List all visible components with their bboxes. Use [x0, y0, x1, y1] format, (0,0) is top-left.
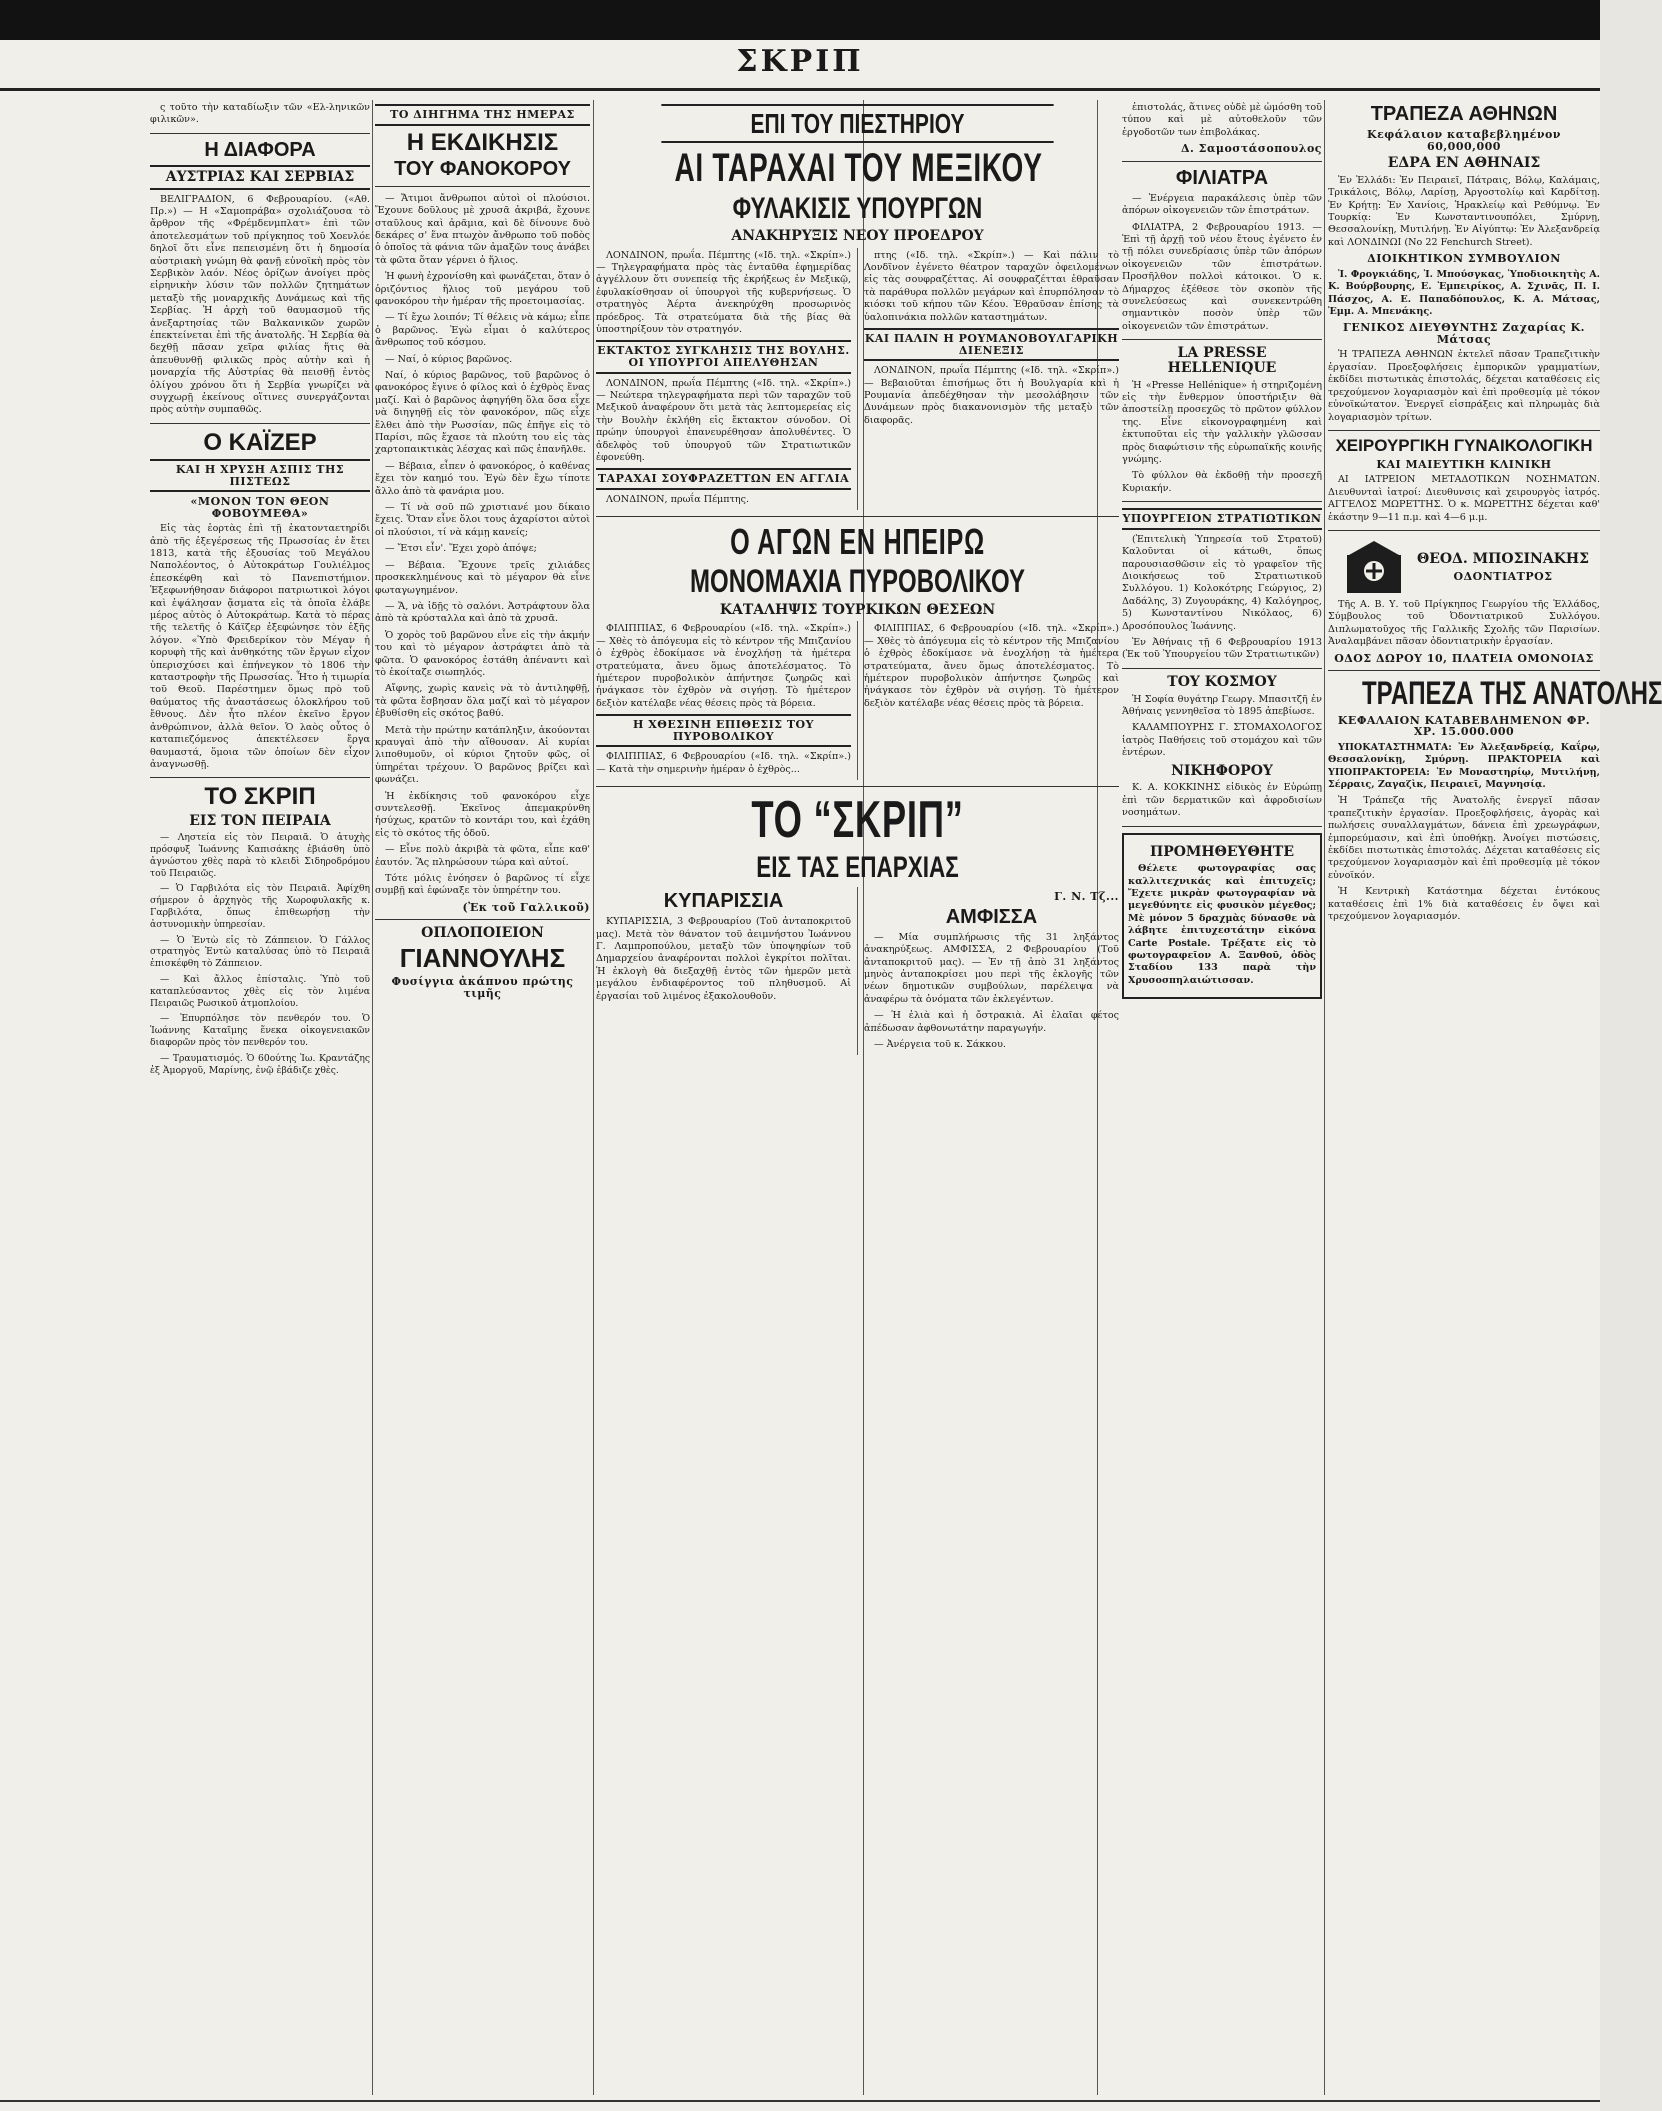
news-item: — Τραυματισμός. Ὁ 60ούτης Ἰω. Κραντάζης ἐξ Ἀμοργοῦ, Μαρίνης, ἐνῷ ἐβάδιζε χθὲς. [150, 1052, 370, 1076]
left-subcolumn [596, 248, 851, 511]
section-label: ΤΟ ΔΙΗΓΗΜΑ ΤΗΣ ΗΜΕΡΑΣ [375, 104, 590, 126]
banner-subheadline: ΜΟΝΟΜΑΧΙΑ ΠΥΡΟΒΟΛΙΚΟΥ [690, 563, 1025, 600]
signature: Γ. Ν. Τζ... [1054, 890, 1119, 904]
headline: ΥΠΟΥΡΓΕΙΟΝ ΣΤΡΑΤΙΩΤΙΚΩΝ [1122, 508, 1322, 530]
divider [1122, 668, 1322, 669]
article-body: Τὸ φύλλον θὰ ἐκδοθῇ τὴν προσεχῆ Κυριακήν. [1122, 470, 1322, 494]
story-paragraph: — Βέβαια, εἶπεν ὁ φανοκόρος, ὁ καθένας ἔχει τὸν καημό του. Ἐγὼ δὲν ἔχω τίποτε ἄλλο ἀπὸ τὰ φανάρια μου. [375, 460, 590, 497]
story-paragraph: — Ἄ, νὰ ἰδῇς τὸ σαλόνι. Ἀστράφτουν ὅλα ἀπὸ τὰ κρύσταλλα καὶ ἀπὸ τὰ χρυσᾶ. [375, 600, 590, 625]
article-body: ΦΙΛΙΠΠΙΑΣ, 6 Φεβρουαρίου («Ιδ. τηλ. «Σκρίπ».) — Χθὲς τὸ ἀπόγευμα εἰς τὸ κέντρον τῆς Μπιζανίου ὁ ἐχθρὸς ἐδοκίμασε νὰ ἐνοχλήσῃ τὰ ἡμέτερα στρατεύματα, ἄνευ ὅμως ἀποτελέσματος. Τὸ ἡμέτερον πυροβολικὸν ἀπήντησε ζωηρῶς καὶ ἠνάγκασε τὸν ἐχθρὸν νὰ σιγήσῃ. Τὸ ἡμέτερον δεξιὸν κατέλαβε νέας θέσεις πρὸς τὰ βόρεια. [863, 623, 1119, 709]
right-subcolumn [864, 621, 1119, 780]
story-paragraph: — Ναί, ὁ κύριος βαρῶνος. [385, 353, 513, 365]
clinic-title: ΧΕΙΡΟΥΡΓΙΚΗ ΓΥΝΑΙΚΟΛΟΓΙΚΗ [1335, 435, 1593, 455]
article-body: ΛΟΝΔΙΝΟΝ, πρωΐα. Πέμπτης («Ιδ. τηλ. «Σκρίπ».) — Τηλεγραφήματα πρὸς τὰς ἐνταῦθα ἐφημερίδας ἀγγέλλουν ὅτι συνεπείᾳ τῆς ἐκρήξεως ἐν Μεξικῷ, ἐφυλακίσθησαν οἱ ὑπουργοὶ τῆς κυβερνήσεως. Ὁ στρατηγὸς Ἀέρτα ἀνεκηρύχθη προσωρινὸς πρόεδρος. Τὰ στρατεύματα διὰ τῆς βίας θὰ ὑποστηρίξουν τὸν στρατηγόν. [596, 249, 851, 336]
bottom-rule [0, 2100, 1600, 2102]
headline: LA PRESSE HELLENIQUE [1167, 345, 1277, 376]
divider [1328, 670, 1600, 671]
article-body: ΚΥΠΑΡΙΣΣΙΑ, 3 Φεβρουαρίου (Τοῦ ἀνταποκριτοῦ μας). Μετὰ τὸν θάνατον τοῦ ἀειμνήστου Ἰωάννου Γ. Λαμπροπούλου, μεταξὺ τῶν ὑποψηφίων τοῦ Δημαρχείου ἀναφέρονται πολλοὶ ἐγκρίτοι πολῖται. Ἡ ἐκλογὴ θὰ διεξαχθῇ ἐντὸς τῶν ἡμερῶν μετὰ μεγάλου ἐνδιαφέροντος τοῦ πληθυσμοῦ. Αἱ ἐργασίαι τοῦ λιμένος ἐξακολουθοῦν. [596, 916, 851, 1002]
column-2 [375, 100, 590, 2090]
bank-title: ΤΡΑΠΕΖΑ ΑΘΗΝΩΝ [1370, 103, 1558, 125]
column-divider [593, 100, 594, 2095]
subheadline: ΚΥΠΑΡΙΣΣΙΑ [663, 890, 784, 913]
article-lead: — Ἐνέργεια παρακάλεσις ὑπὲρ τῶν ἀπόρων οἰκογενειῶν τῶν ἐπιστράτων. [1122, 192, 1322, 217]
divider [1122, 826, 1322, 827]
two-column-block [596, 621, 1119, 780]
headline: Ο ΚΑΪΖΕΡ [203, 428, 317, 456]
subheadline: ΕΙΣ ΤΟΝ ΠΕΙΡΑΙΑ [189, 812, 331, 829]
divider [596, 786, 1119, 787]
story-paragraph: — Ἔτσι εἶν'. Ἔχει χορὸ ἀπόψε; [385, 543, 537, 555]
article-body: — Ἀνέργεια τοῦ κ. Σάκκου. [873, 1039, 1006, 1051]
story-title: ΤΟΥ ΦΑΝΟΚΟΡΟΥ [394, 157, 571, 180]
story-paragraph: — Ἄτιμοι ἄνθρωποι αὐτοὶ οἱ πλούσιοι. Ἔχουνε δοῦλους μὲ χρυσᾶ ἀκριβά, ἔχουνε σταῦλους καὶ ἀρᾶμια, καὶ δὲ δίνουνε δυὸ δεκάρες σ' ἕνα πτωχὸν ἄνθρωπο τοῦ ποδὸς ὁ ὁποῖος τὰ φάνια τῶν ἀμαξῶν τους ἀνάβει τὰ φῶτα ὅταν γέρνει ὁ ἥλιος. [375, 192, 590, 266]
column-1 [150, 100, 370, 2090]
news-item: — Καὶ ἄλλος ἐπίσταλις. Ὑπὸ τοῦ καταπλεύσαντος χθὲς εἰς τὸν λιμένα Πειραιῶς Ρωσικοῦ ἀτμοπλοίου. [150, 973, 370, 1009]
bank-body: Ἡ ΤΡΑΠΕΖΑ ΑΘΗΝΩΝ ἐκτελεῖ πᾶσαν Τραπεζιτικὴν ἐργασίαν. Προεξοφλήσεις ἐμπορικῶν γραμματίων, ἐκδίδει πιστωτικὰς ἐπιστολάς, δέχεται καταθέσεις εἰς τρεχούμενον λογαριασμὸν καὶ ἐπὶ προθεσμίᾳ μὲ τόκον εὐνοϊκώτατον. Ἐνεργεῖ εἰσπράξεις καὶ πληρωμὰς διὰ λογαριασμὸν τρίτων. [1328, 349, 1600, 423]
banner-headline: Ο ΑΓΩΝ ΕΝ ΗΠΕΙΡΩ [730, 521, 985, 563]
ad-name: ΓΙΑΝΝΟΥΛΗΣ [399, 943, 566, 974]
subheadline: ΤΑΡΑΧΑΙ ΣΟΥΦΡΑΖΕΤΤΩΝ ΕΝ ΑΓΓΛΙΑ [596, 468, 851, 490]
article-body: ΛΟΝΔΙΝΟΝ, πρωΐα Πέμπτης. [606, 493, 750, 505]
divider [1122, 501, 1322, 502]
bank-capital: Κεφάλαιον καταβεβλημένον 60,000,000 [1367, 128, 1561, 153]
subheadline: Η ΧΘΕΣΙΝΗ ΕΠΙΘΕΣΙΣ ΤΟΥ ΠΥΡΟΒΟΛΙΚΟΥ [596, 714, 851, 747]
column-divider [857, 621, 858, 780]
news-item: — Ἐπυρπόλησε τὸν πενθερόν του. Ὁ Ἰωάννης Καταῖμης ἕνεκα οἰκογενειακῶν διαφορῶν πρὸς τὸν πενθερόν του. [150, 1013, 370, 1048]
story-paragraph: — Τί νὰ σοῦ πῶ χριστιανέ μου δίκαιο ἔχεις. Ὅταν εἶνε ὅλοι τους ἀχαρίστοι αὐτοὶ οἱ πλούσιοι, τί νὰ κάμῃ κανείς; [375, 502, 590, 538]
subheadline: ΚΑΙ ΠΑΛΙΝ Η ΡΟΥΜΑΝΟΒΟΥΛΓΑΡΙΚΗ ΔΙΕΝΕΞΙΣ [864, 328, 1119, 361]
article-body: Ἡ «Presse Hellénique» ἡ στηριζομένη εἰς τὴν ἔνθερμον ὑποστήριξιν θὰ ἀποστείλῃ προσεχῶς τὸ πρῶτον φύλλον της. Εἶνε εἰκονογραφημένη καὶ ἐκτυποῦται εἰς τὴν γαλλικὴν γλῶσσαν πρὸς διαφώτισιν τῆς εὐρωπαϊκῆς κοινῆς γνώμης. [1122, 379, 1322, 466]
ad-text: Κ. Α. ΚΟΚΚΙΝΗΣ εἰδικὸς ἐν Εὐρώπῃ ἐπὶ τῶν δερματικῶν καὶ ἀφροδισίων νοσημάτων. [1122, 782, 1322, 819]
headline: ΦΙΛΙΑΤΡΑ [1175, 166, 1269, 189]
dentist-address: ΟΔΟΣ ΔΩΡΟΥ 10, ΠΛΑΤΕΙΑ ΟΜΟΝΟΙΑΣ [1334, 651, 1594, 665]
east-bank-title: ΤΡΑΠΕΖΑ ΤΗΣ ΑΝΑΤΟΛΗΣ [1362, 675, 1662, 712]
subheadline: ΑΥΣΤΡΙΑΣ ΚΑΙ ΣΕΡΒΙΑΣ [150, 165, 370, 190]
column-divider [857, 248, 858, 511]
banner-headline: ΤΟ “ΣΚΡΙΠ” [751, 791, 964, 850]
subheadline: ΕΚΤΑΚΤΟΣ ΣΥΓΚΛΗΣΙΣ ΤΗΣ ΒΟΥΛΗΣ. ΟΙ ΥΠΟΥΡΓΟΙ ΑΠΕΛΥΘΗΣΑΝ [596, 340, 851, 373]
clinic-subtitle: ΚΑΙ ΜΑΙΕΥΤΙΚΗ ΚΛΙΝΙΚΗ [1376, 457, 1552, 471]
board-title: ΔΙΟΙΚΗΤΙΚΟΝ ΣΥΜΒΟΥΛΙΟΝ [1367, 252, 1561, 266]
subheadline: ΚΑΙ Η ΧΡΥΣΗ ΑΣΠΙΣ ΤΗΣ ΠΙΣΤΕΩΣ [150, 459, 370, 492]
dentist-body: Τῆς Α. Β. Υ. τοῦ Πρίγκηπος Γεωργίου τῆς Ἑλλάδος, Σύμβουλος τοῦ Ὀδοντιατρικοῦ Συλλόγου. Διπλωματοῦχος τῆς Γαλλικῆς Σχολῆς τῶν Παρισίων. Ἀναλαμβάνει πᾶσαν ὀδοντιατρικὴν ἐργασίαν. [1328, 598, 1600, 648]
divider [375, 919, 590, 920]
ad-text: ΚΑΛΑΜΠΟΥΡΗΣ Γ. ΣΤΟΜΑΧΟΛΟΓΟΣ ἰατρὸς Παθήσεις τοῦ στομάχου καὶ τῶν ἐντέρων. [1122, 722, 1322, 759]
story-paragraph: Αἴφνης, χωρὶς κανεὶς νὰ τὸ ἀντιληφθῇ, τὰ φῶτα ἔσβησαν ὅλα μαζί καὶ τὸ μέγαρον ἐβυθίσθη εἰς σκότος βαθύ. [375, 683, 590, 720]
article-body: ΛΟΝΔΙΝΟΝ, πρωΐα Πέμπτης («Ιδ. τηλ. «Σκρίπ».) — Βεβαιοῦται ἐπισήμως ὅτι ἡ Βουλγαρία καὶ ἡ Ρουμανία ἀπεδέχθησαν τὴν μεσολάβησιν τῶν Δυνάμεων πρὸς διακανονισμὸν τῆς μεταξὺ τῶν διαφορᾶς. [863, 365, 1119, 426]
section-header: ΕΠΙ ΤΟΥ ΠΙΕΣΤΗΡΙΟΥ [661, 104, 1053, 143]
story-paragraph: — Βέβαια. Ἔχουνε τρεῖς χιλιάδες προσκεκλημένους καὶ τὸ μέγαρον θὰ εἶνε φωταγωγημένον. [375, 559, 590, 596]
divider [150, 423, 370, 424]
ad-note: Φυσίγγια ἀκάπνου πρώτης τιμῆς [391, 975, 574, 1000]
ad-headline: ΠΡΟΜΗΘΕΥΘΗΤΕ [1149, 843, 1295, 860]
subheadline: ΑΜΦΙΣΣΑ [945, 905, 1038, 928]
column-5 [1328, 100, 1662, 2090]
article-body: Εἰς τὰς ἑορτὰς ἐπὶ τῇ ἑκατονταετηρίδι ἀπὸ τῆς ἐξεγέρσεως τῆς Πρωσσίας ἐν ἔτει 1813, κατὰ τῆς ἐξουσίας τοῦ Μεγάλου Ναπολέοντος, ὁ Αὐτοκράτωρ Γουλιέλμος ἐπεσκέφθη καὶ τὸ Πανεπιστήμιον. Ἐξεφωνήθησαν διάφοροι πατριωτικοὶ λόγοι καὶ ἐψάλησαν ᾄσματα εἰς τὰ ὁποῖα ἐλάβε μέρος αὐτὸς ὁ Αὐτοκράτωρ. Κατὰ τὸ πέρας τῆς τελετῆς ὁ Κάϊζερ ἐξεφώνησε τὸν ἑξῆς λόγον. «Ὑπὸ Φρειδερίκον τὸν Μέγαν ἡ κορυφὴ τῆς καὶ ἀνθηκότης τῶν ἔργων εἶχον ὑπερισχύσει καὶ ἐπήνεγκον τὸ 1806 τὴν καταστροφὴν τῆς Πρωσσίας. Ἦτο ἡ τιμωρία τοῦ Θεοῦ. Παρέστημεν ὅμως πρὸ τοῦ θαύματος τῆς ἀναστάσεως ὁλοκλήρου τοῦ ἔθνους. Δὲν ἦτο πλέον ἐκεῖνο ἔργον ἀνθρώπινον, ἀλλὰ θεῖον. Ὁ λαὸς οὗτος ὁ καταπιεζόμενος ἀπεκτέλεσεν ἔργα θαυμαστά, ὅμοια τῶν ὁποίων δὲν εἶχον ἀναγνωσθῇ. [150, 523, 370, 770]
bank-director: ΓΕΝΙΚΟΣ ΔΙΕΥΘΥΝΤΗΣ Ζαχαρίας Κ. Μάτσας [1343, 321, 1585, 346]
story-paragraph: — Τί ἔχω λοιπόν; Τί θέλεις νὰ κάμω; εἶπε ὁ βαρῶνος. Ἐγὼ εἶμαι ὁ καλύτερος ἄνθρωπος τοῦ κόσμου. [375, 312, 590, 349]
article-body: — Ἡ ἐλιὰ καὶ ἡ ὄστρακιὰ. Αἱ ἐλαῖαι φέτος ἀπέδωσαν ἀφθονωτάτην παραγωγήν. [863, 1010, 1119, 1034]
headline: ΤΟΥ ΚΟΣΜΟΥ [1167, 673, 1277, 690]
news-item: — Ὁ Γαρβιλότα εἰς τὸν Πειραιᾶ. Ἀφίχθη σήμερον ὁ ἀρχηγὸς τῆς Χωροφυλακῆς κ. Γαρβιλότα, ὅπως ἐπιθεωρήσῃ τὴν ἀστυνομικὴν ὑπηρεσίαν. [150, 883, 370, 930]
dentist-name: ΘΕΟΔ. ΜΠΟΣΙΝΑΚΗΣ [1417, 550, 1589, 567]
divider [1328, 430, 1600, 431]
news-item: — Ληστεία εἰς τὸν Πειραιᾶ. Ὁ ἀτυχὴς πρόσφυξ Ἰωάννης Καπισάκης ἐβιάσθη ὑπὸ ἀγνώστου χθὲς παρὰ τὸ κλειδὶ Σιδηροδρόμου τοῦ Πειραιῶς. [150, 832, 370, 879]
story-paragraph: Ἡ ἐκδίκησις τοῦ φανοκόρου εἶχε συντελεσθῇ. Ἐκεῖνος ἀπεμακρύνθη ἡσύχως, κρατῶν τὸ κοντάρι του, καὶ ἐχάθη εἰς τὸ σκότος τῆς ὁδοῦ. [375, 790, 590, 839]
left-subcolumn [596, 621, 851, 780]
top-black-bar [0, 0, 1600, 40]
banner-subheadline-2: ΚΑΤΑΛΗΨΙΣ ΤΟΥΡΚΙΚΩΝ ΘΕΣΕΩΝ [719, 601, 996, 618]
article-body: ΦΙΛΙΠΠΙΑΣ, 6 Φεβρουαρίου («Ιδ. τηλ. «Σκρίπ».) — Χθὲς τὸ ἀπόγευμα εἰς τὸ κέντρον τῆς Μπιζανίου ὁ ἐχθρὸς ἐδοκίμασε νὰ ἐνοχλήσῃ τὰ ἡμέτερα στρατεύματα, ἄνευ ὅμως ἀποτελέσματος. Τὸ ἡμέτερον πυροβολικὸν ἀπήντησε ζωηρῶς καὶ ἠνάγκασε τὸν ἐχθρὸν νὰ σιγήσῃ. Τὸ ἡμέτερον δεξιὸν κατέλαβε νέας θέσεις πρὸς τὰ βόρεια. [596, 623, 851, 709]
ad-label: ΟΠΛΟΠΟΙΕΙΟΝ [421, 925, 544, 942]
divider [596, 516, 1119, 517]
board-members: Ἰ. Φρογκιάδης, Ἰ. Μπούσγκας, Ὑποδιοικητὴς Α. Κ. Βούρβουρης, Ε. Ἐμπειρίκος, Α. Σχινᾶς, Π. Ι. Πάσχος, Α. Ε. Παπαδόπουλος, Κ. Α. Μάτσας, Ἐμμ. Α. Μπενάκης. [1328, 268, 1600, 317]
article-body: ΒΕΛΙΓΡΑΔΙΟΝ, 6 Φεβρουαρίου. («Αθ. Πρ.») — Η «Σαμοπράβα» σχολιάζουσα τὸ ἄρθρον τῆς «Φρέμδενμπλατ» ἐπὶ τῶν ἀποτελεσμάτων τοῦ πρίγκηπος τοῦ Χοενλόε δηλοῖ ὅτι εἶνε πεπεισμένη ὅτι ἡ δημοσία αὐστριακὴ γνώμη θὰ φανῇ εὐνοϊκὴ πρὸς τὸν Σερβικὸν λαόν. Νέος ὁρίζων ἀνοίγει πρὸς εἰρηνικὴν λύσιν τῶν πολλῶν ζητημάτων μεταξὺ τῆς μοναρχικῆς Δυνάμεως καὶ τῆς Σερβίας. Ἡ ἀρχὴ τοῦ θαυμασμοῦ τῆς ἀνεξαρτησίας τῶν Βαλκανικῶν χωρῶν ἐπεκτείνεται ἐπὶ τῆς ἀνατολῆς. Ἡ Σερβία θὰ δεχθῇ πᾶσαν χεῖρα φιλίας ἥτις θὰ ἀπευθυνθῇ φιλικῶς πρὸς αὐτὴν καὶ ἡ μοναρχία τῆς Αὐστρίας θὰ πεισθῇ ἐντὸς ὀλίγου χρόνου ὅτι ἡ Σερβία γνωρίζει νὰ συγχωρῇ ἐκείνους οἵτινες συνεργάζονται πρὸς αὐτὴν συμπαθῶς. [150, 193, 370, 416]
story-signature: (Ἐκ τοῦ Γαλλικοῦ) [462, 900, 590, 914]
article-body: — Μία συμπλήρωσις τῆς 31 ληξάντος ἀνακηρύξεως. ΑΜΦΙΣΣΑ, 2 Φεβρουαρίου (Τοῦ ἀνταποκριτοῦ μας). — Ἐν τῇ ἀπὸ 31 ληξάντος μηνὸς ἀνταποκρίσει μου περὶ τῆς ἐκλογῆς τῶν νέων δημοτικῶν συμβούλων, παρέλειψα νὰ ἀναφέρω τὰ ὀνόματα τῶν ἐκλεγέντων. [863, 931, 1119, 1005]
story-paragraph: Ναί, ὁ κύριος βαρῶνος, τοῦ βαρῶνος ὁ φανοκόρος ἔγινε ὁ φίλος καὶ ὁ ἐχθρὸς ἕνας μαζί. Καὶ ὁ βαρῶνος ἀφηγήθη ὅλα ὅσα εἶχε νὰ διηγηθῇ εἰς τὸν φανοκόρον, πῶς εἶχε ἔλθει ἀπὸ τὴν Ρωσσίαν, πῶς ἐπῆγε εἰς τὸ Παρίσι, πῶς ἔχασε τὰ πλούτη του εἰς τὰς χαρτοπαικτικὰς λέσχας καὶ πῶς ἐπανῆλθε. [375, 370, 590, 456]
right-subcolumn [864, 887, 1119, 1055]
column-divider [372, 100, 373, 2095]
column-3 [596, 100, 1119, 2090]
fragment-text: ἐπιστολάς, ἅτινες οὐδὲ μὲ ὠμόσθη τοῦ τύπου καὶ μὲ αὐτοθελοῦν τῶν ἐργοδοτῶν των ἐπιβολάκας. [1122, 102, 1322, 138]
article-body: ΦΙΛΙΑΤΡΑ, 2 Φεβρουαρίου 1913. — Ἐπὶ τῇ ἀρχῇ τοῦ νέου ἔτους ἐγένετο ἐν τῇ πόλει συνεδρίασις ὑπὲρ τῶν ἀπόρων οἰκογενειῶν τῶν ἐπιστράτων. Προσῆλθον πολλοὶ κάτοικοι. Ὁ κ. Δήμαρχος ἐξέθεσε τὸν σκοπὸν τῆς συνελεύσεως καὶ συνεκεντρώθη σημαντικὸν ποσὸν ὑπὲρ τῶν οἰκογενειῶν τῶν ἐπιστράτων. [1122, 221, 1322, 332]
two-column-block [596, 248, 1119, 511]
dentist-name-block [1417, 548, 1589, 586]
news-item: — Ὁ Ἐντὼ εἰς τὸ Ζάππειον. Ὁ Γάλλος στρατηγὸς Ἐντὼ καταλύσας ὑπὸ τὸ Πειραιᾶ ἐπισκέφθη τὸ Ζάππειον. [150, 934, 370, 970]
two-column-block [596, 887, 1119, 1055]
right-subcolumn [864, 248, 1119, 511]
story-paragraph: Ἡ φωνὴ ἐχρονίσθη καὶ φωνάζεται, ὅταν ὁ ὁριζόντιος ἥλιος τοῦ μεγάρου τοῦ φανοκόρου τὴν ἡμέραν τῆς προετοιμασίας. [375, 271, 591, 307]
article-body: Ἡ Σοφία θυγάτηρ Γεωργ. Μπασιτζῆ ἐν Ἀθήναις γεννηθεῖσα τὸ 1895 ἀπεβίωσε. [1122, 693, 1322, 717]
story-title: Η ΕΚΔΙΚΗΣΙΣ [406, 128, 559, 156]
headline: ΤΟ ΣΚΡΙΠ [204, 783, 316, 811]
divider [150, 133, 370, 134]
banner-subheadline: ΕΙΣ ΤΑΣ ΕΠΑΡΧΙΑΣ [756, 850, 959, 884]
dentist-ad-header [1328, 537, 1600, 597]
column-divider [857, 887, 858, 1055]
article-body: ΦΙΛΙΠΠΙΑΣ, 6 Φεβρουαρίου («Ιδ. τηλ. «Σκρίπ».) — Κατὰ τὴν σημερινὴν ἡμέραν ὁ ἐχθρὸς... [596, 751, 851, 775]
column-4 [1122, 100, 1322, 2090]
story-paragraph: Τότε μόλις ἐνόησεν ὁ βαρῶνος τί εἶχε συμβῇ καὶ ἐφώναξε τὸν ὑπηρέτην του. [375, 873, 590, 897]
signature: Δ. Σαμοστάσοπουλος [1180, 142, 1322, 156]
story-paragraph: Μετὰ τὴν πρώτην κατάπληξιν, ἀκούονται κραυγαὶ ἀπὸ τὴν αἴθουσαν. Αἱ κυρίαι λιποθυμοῦν, οἱ κύριοι ζητοῦν φῶς, οἱ ὑπηρέται τρέχουν. Ὁ βαρῶνος βρίζει καὶ φωνάζει. [375, 724, 590, 786]
story-paragraph: Ὁ χορὸς τοῦ βαρῶνου εἶνε εἰς τὴν ἀκμήν του καὶ τὸ μέγαρον ἀστράφτει ἀπὸ τὰ φῶτα. Ὁ φανοκόρος ἐστάθη ἀπέναντι καὶ τὸ ἐκοίταζε σιωπηλός. [375, 629, 590, 678]
quote-heading: «ΜΟΝΟΝ ΤΟΝ ΘΕΟΝ ΦΟΒΟΥΜΕΘΑ» [190, 495, 330, 520]
main-subheadline: ΦΥΛΑΚΙΣΙΣ ΥΠΟΥΡΓΩΝ [732, 192, 983, 226]
column-divider [1324, 100, 1325, 2095]
headline: Η ΔΙΑΦΟΡΑ [204, 138, 316, 161]
main-headline: ΑΙ ΤΑΡΑΧΑΙ ΤΟΥ ΜΕΞΙΚΟΥ [674, 146, 1043, 191]
ad-name: ΝΙΚΗΦΟΡΟΥ [1171, 762, 1273, 779]
clinic-body: ΑΙ ΙΑΤΡΕΙΟΝ ΜΕΤΑΔΟΤΙΚΩΝ ΝΟΣΗΜΑΤΩΝ. Διευθυνταὶ ἰατροί: Διευθυνσις καὶ χειρουργὸς ἰατρός. ΑΓΓΕΛΟΣ ΜΩΡΕΤΤΗΣ. Ὁ κ. ΜΩΡΕΤΤΗΣ δέχεται καθ' ἑκάστην 9—11 π.μ. καὶ 4—6 μ.μ. [1328, 474, 1600, 523]
bank-seat: ΕΔΡΑ ΕΝ ΑΘΗΝΑΙΣ [1387, 155, 1541, 172]
divider [375, 186, 590, 187]
bank-branches: Ἐν Ἑλλάδι: Ἐν Πειραιεῖ, Πάτραις, Βόλῳ, Καλάμαις, Τρικάλοις, Βόλῳ, Λαρίσῃ, Ἀργοστολίῳ καὶ Καρδίτσῃ. Ἐν Κρήτῃ: Ἐν Χανίοις, Ἡρακλείῳ καὶ Ρεθύμνῳ. Ἐν Τουρκίᾳ: Ἐν Κωνσταντινουπόλει, Σμύρνῃ, Θεσσαλονίκῃ, Μυτιλήνῃ. Ἐν Αἰγύπτῳ: Ἐν Ἀλεξανδρείᾳ καὶ ΛΟΝΔΙΝΩΙ (Νο 22 Fenchurch Street). [1328, 174, 1600, 248]
fragment-text: ς τοῦτο τὴν καταδίωξιν τῶν «Ελ-ληνικῶν φιλικῶν». [150, 102, 370, 126]
masthead-rule [0, 88, 1600, 91]
ad-body: Θέλετε φωτογραφίας σας καλλιτεχνικάς καὶ ἐπιτυχεῖς; Ἔχετε μικρὰν φωτογραφίαν νὰ μεγεθύνητε εἰς φυσικὸν μέγεθος; Μὲ μόνον 5 δραχμὰς δύνασθε νὰ λάβητε ἐπιτυχεστάτην εἰκόνα Carte Postale. Τρέξατε εἰς τὸ φωτογραφεῖον Α. Ξανθοῦ, ὁδὸς Σταδίου 133 παρὰ τὴν Χρυσοσπηλαιώτισσαν. [1128, 863, 1316, 986]
story-paragraph: — Εἶνε πολὺ ἀκριβὰ τὰ φῶτα, εἶπε καθ' ἑαυτόν. Ἂς πληρώσουν τώρα καὶ αὐτοί. [375, 844, 590, 868]
divider [150, 777, 370, 778]
east-bank-footer: Ἡ Κεντρικὴ Κατάστημα δέχεται ἐντόκους καταθέσεις ἐπὶ 1% διὰ καταθέσεις ἐν ὄψει καὶ τρεχούμενον λογαριασμόν. [1328, 886, 1600, 923]
main-subheadline-2: ΑΝΑΚΗΡΥΞΙΣ ΝΕΟΥ ΠΡΟΕΔΡΟΥ [731, 227, 984, 244]
article-body: Ἐν Ἀθήναις τῇ 6 Φεβρουαρίου 1913 (Ἐκ τοῦ Ὑπουργείου τῶν Στρατιωτικῶν) [1122, 637, 1322, 661]
masthead: ΣΚΡΙΠ [736, 44, 864, 79]
article-body: ΛΟΝΔΙΝΟΝ, πρωΐα Πέμπτης («Ιδ. τηλ. «Σκρίπ».) — Νεώτερα τηλεγραφήματα περὶ τῶν ταραχῶν τοῦ Μεξικοῦ ἀναφέρουν ὅτι μετὰ τὰς λεπτομερείας εἰς τὴν Βουλὴν ἐκλήθη εἰς ἔκτακτον σύνοδον. Οἱ πρώην ὑπουργοὶ ἐπανευρέθησαν ἀπολυθέντες. Ὁ ἀδελφὸς τοῦ ὑπουργοῦ τῶν Στρατιωτικῶν ἐφονεύθη. [596, 377, 851, 463]
royal-crest-icon [1339, 537, 1409, 597]
photo-ad-box [1122, 833, 1322, 1000]
left-subcolumn [596, 887, 851, 1055]
dentist-subtitle: ΟΔΟΝΤΙΑΤΡΟΣ [1453, 569, 1553, 583]
article-body: (Ἐπιτελικὴ Ὑπηρεσία τοῦ Στρατοῦ) Καλοῦνται οἱ κάτωθι, ὅπως παρουσιασθῶσιν εἰς τὸ γραφεῖον τῆς Διοικήσεως τοῦ Στρατιωτικοῦ Συλλόγου. 1) Κολοκότρης Γεώργιος, 2) Δαδάλης, 3) Ζυγουράκης, 4) Καλόγηρος, 5) Κωνσταντίνου Νικόλαος, 6) Δροσόπουλος Ἰωάννης. [1122, 533, 1322, 632]
divider [1122, 161, 1322, 162]
divider [1328, 530, 1600, 531]
east-bank-capital: ΚΕΦΑΛΑΙΟΝ ΚΑΤΑΒΕΒΛΗΜΕΝΟΝ ΦΡ. ΧΡ. 15.000.000 [1337, 713, 1591, 739]
east-bank-body: Ἡ Τράπεζα τῆς Ἀνατολῆς ἐνεργεῖ πᾶσαν τραπεζιτικὴν ἐργασίαν. Προεξοφλήσεις, ἀγορὰς καὶ πωλήσεις συναλλαγμάτων, δάνεια ἐπὶ χρεωγράφων, ἐμπορεύμασιν, καὶ ἐπὶ ὑποθήκῃ. Ἀνοίγει πιστώσεις, ἐκδίδει πιστωτικὰς ἐπιστολάς. Δέχεται καταθέσεις εἰς τρεχούμενον λογαριασμὸν καὶ ἐπὶ προθεσμίᾳ μὲ τόκον εὐνοϊκόν. [1328, 795, 1600, 881]
divider [1122, 339, 1322, 340]
article-body: πτης («Ιδ. τηλ. «Σκρίπ».) — Καὶ πάλιν τὸ Λονδῖνον ἐγένετο θέατρον ταραχῶν ὀφειλομένων εἰς τὰς σουφραζέττας. Αἱ σουφραζέτται ἐθραῦσαν τὰ παράθυρα πολλῶν μεγάρων καὶ ἐπυρπόλησαν τὸ κιόσκι τοῦ κήπου τῶν Κέου. Ἐθραῦσαν ἐπίσης τὰ ὑαλοπινάκια πολλῶν καταστημάτων. [863, 249, 1119, 323]
east-bank-branches: ΥΠΟΚΑΤΑΣΤΗΜΑΤΑ: Ἐν Ἀλεξανδρείᾳ, Καΐρῳ, Θεσσαλονίκῃ, Σμύρνῃ. ΠΡΑΚΤΟΡΕΙΑ καὶ ΥΠΟΠΡΑΚΤΟΡΕΙΑ: Ἐν Μοναστηρίῳ, Μυτιλήνῃ, Σέρραις, Ζαγαζὶκ, Πειραιεῖ, Μαγνησίᾳ. [1328, 741, 1600, 791]
